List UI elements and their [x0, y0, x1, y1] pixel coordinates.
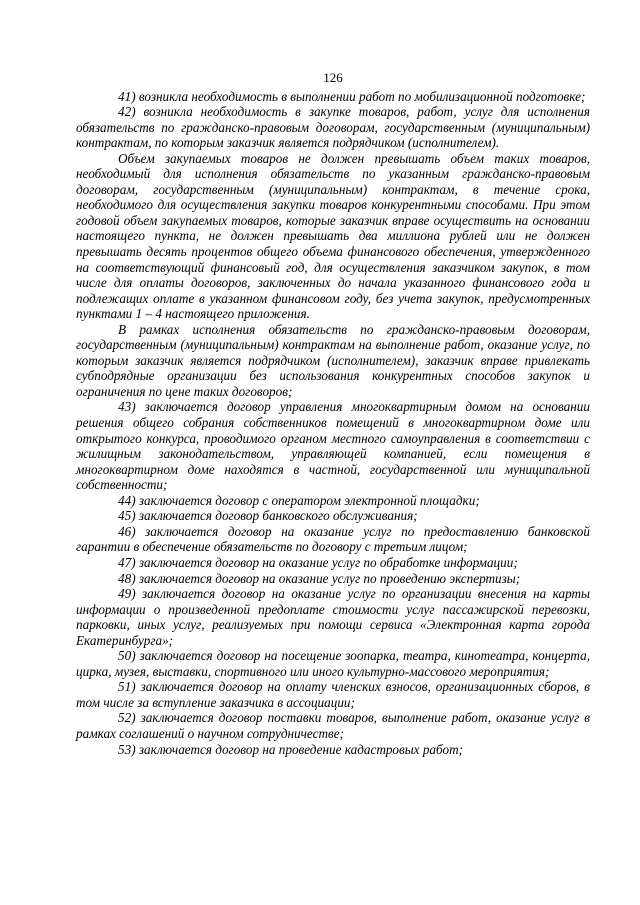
paragraph-item-51: 51) заключается договор на оплату членских взносов, организационных сборов, в том числе за вступление заказчика в ассоциации; — [76, 679, 590, 710]
page-number: 126 — [323, 70, 343, 85]
paragraph-item-49: 49) заключается договор на оказание услуг по организации внесения на карты информации о произведенной предоплате стоимости услуг пассажирской перевозки, парковки, иных услуг, реализуемых при помощи сервиса «Электронная карта города Екатеринбурга»; — [76, 586, 590, 648]
paragraph-item-50: 50) заключается договор на посещение зоопарка, театра, кинотеатра, концерта, цирка, музея, выставки, спортивного или иного культурно-массового мероприятия; — [76, 648, 590, 679]
paragraph-item-48: 48) заключается договор на оказание услуг по проведению экспертизы; — [118, 570, 521, 586]
paragraph-subcontractors: В рамках исполнения обязательств по гражданско-правовым договорам, государственным (муниципальным) контрактам на выполнение работ, оказание услуг, по которым заказчик является подрядчиком (исполнителем), заказчик вправе привлекать субподрядные организации без использования конкурентных способов закупок и ограничения по цене таких договоров; — [76, 321, 590, 399]
paragraph-item-52: 52) заключается договор поставки товаров, выполнение работ, оказание услуг в рамках соглашений о научном сотрудничестве; — [76, 710, 590, 741]
paragraph-item-43: 43) заключается договор управления многоквартирным домом на основании решения общего собрания собственников помещений в многоквартирном доме или открытого конкурса, проводимого органом местного самоуправления в соответствии с жилищным законодательством, управляющей компанией, если помещения в многоквартирном доме находятся в частной, государственной или муниципальной собственности; — [76, 399, 590, 493]
paragraph-item-47: 47) заключается договор на оказание услуг по обработке информации; — [118, 554, 518, 570]
paragraph-item-46: 46) заключается договор на оказание услуг по предоставлению банковской гарантии в обеспечение обязательств по договору с третьим лицом; — [76, 523, 590, 555]
document-page — [76, 70, 590, 757]
paragraph-item-42: 42) возникла необходимость в закупке товаров, работ, услуг для исполнения обязательств по гражданско-правовым договорам, государственным (муниципальным) контрактам, по которым заказчик является подрядчиком (исполнителем). — [76, 104, 590, 151]
paragraph-item-41: 41) возникла необходимость в выполнении работ по мобилизационной подготовке; — [118, 88, 586, 104]
paragraph-item-44: 44) заключается договор с оператором электронной площадки; — [118, 492, 480, 508]
paragraph-item-45: 45) заключается договор банковского обслуживания; — [118, 508, 418, 524]
paragraph-volume-limit: Объем закупаемых товаров не должен превышать объем таких товаров, необходимый для исполнения обязательств по указанным гражданско-правовым договорам, государственным (муниципальным) контрактам, в течение срока, необходимого для осуществления закупки товаров конкурентными способами. При этом годовой объем закупаемых товаров, которые заказчик вправе осуществить на основании настоящего пункта, не должен превышать два миллиона рублей или не должен превышать десять процентов общего объема финансового обеспечения, утвержденного на соответствующий финансовый год, для осуществления заказчиком закупок, в том числе для оплаты договоров, заключенных до начала указанного финансового года и подлежащих оплате в указанном финансовом году, без учета закупок, предусмотренных пунктами 1 – 4 настоящего приложения. — [76, 150, 590, 322]
paragraph-item-53: 53) заключается договор на проведение кадастровых работ; — [118, 741, 463, 757]
